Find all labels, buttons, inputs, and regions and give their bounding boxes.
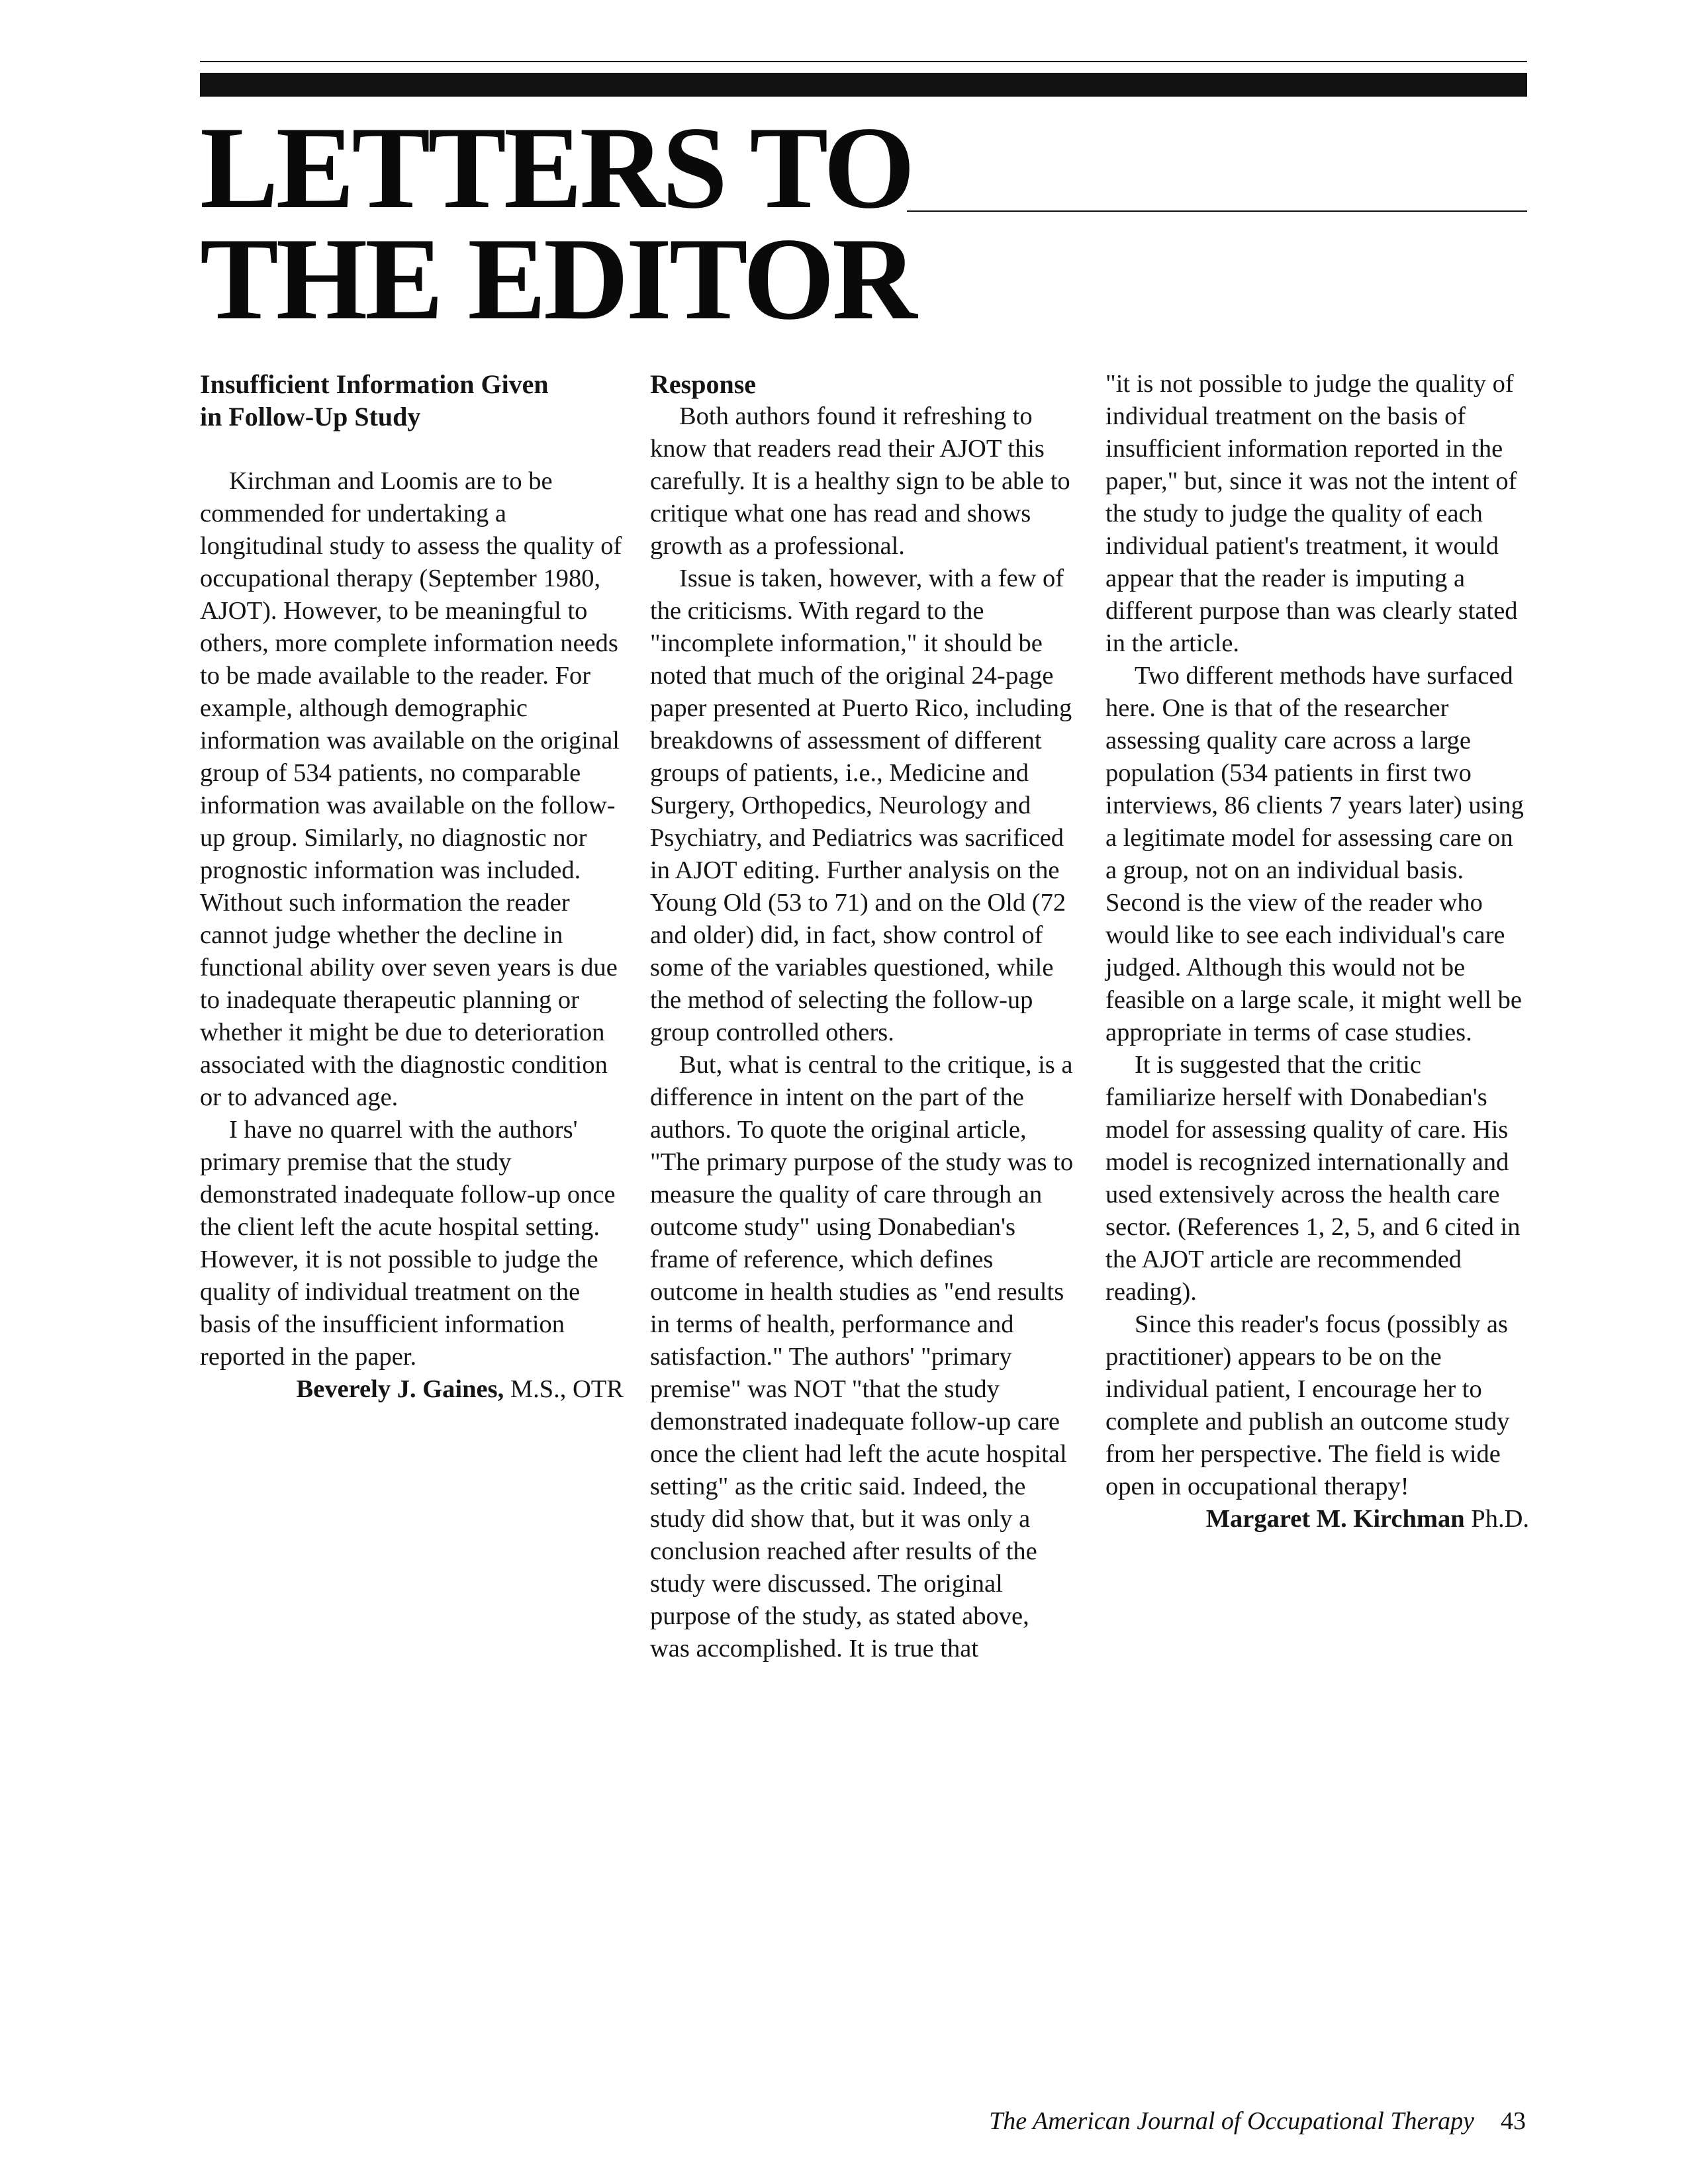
letter-signature-credentials: M.S., OTR: [510, 1375, 624, 1403]
letter-heading-line-2: in Follow-Up Study: [200, 402, 421, 432]
letter-paragraph-2: I have no quarrel with the authors' primary premise that the study demonstrated inadequate follow-up once the client left the acute hospital setting. However, it is not possible to judge the quality of individual treatment on the basis of the insufficient information reported in the paper.: [200, 1116, 616, 1371]
response-column-1: [650, 368, 1074, 1665]
letter-column: [200, 368, 624, 1406]
letter-signature: [200, 1373, 624, 1406]
response-paragraph-3: But, what is central to the critique, is a difference in intent on the part of the authors. To quote the original article, "The primary purpose of the study was to measure the quality of care through an outcome study" using Donabedian's frame of reference, which defines outcome in health studies as "end results in terms of health, performance and satisfaction." The authors' "primary premise" was NOT "that the study demonstrated inadequate follow-up care once the client had left the acute hospital setting" as the critic said. Indeed, the study did show that, but it was only a conclusion reached after results of the study were discussed. The original purpose of the study, as stated above, was accomplished. It is true that: [650, 1051, 1074, 1662]
response-column-2: [1105, 368, 1529, 1535]
letter-paragraph-1: Kirchman and Loomis are to be commended for undertaking a longitudinal study to assess the quality of occupational therapy (September 1980, AJOT). However, to be meaningful to others, more complete information needs to be made available to the reader. For example, although demographic information was available on the original group of 534 patients, no comparable information was available on the follow-up group. Similarly, no diagnostic nor prognostic information was included. Without such information the reader cannot judge whether the decline in functional ability over seven years is due to inadequate therapeutic planning or whether it might be due to deterioration associated with the diagnostic condition or to advanced age.: [200, 467, 622, 1111]
page-footer: [794, 2105, 1526, 2138]
top-thin-rule: [200, 61, 1527, 62]
top-thick-rule: [200, 73, 1527, 97]
response-paragraph-6: It is suggested that the critic familiarize herself with Donabedian's model for assessing quality of care. His model is recognized internationally and used extensively across the health care sector. (References 1, 2, 5, and 6 cited in the AJOT article are recommended reading).: [1105, 1051, 1521, 1306]
response-paragraph-2: Issue is taken, however, with a few of the criticisms. With regard to the "incomplete information," it should be noted that much of the original 24-page paper presented at Puerto Rico, including breakdowns of assessment of different groups of patients, i.e., Medicine and Surgery, Orthopedics, Neurology and Psychiatry, and Pediatrics was sacrificed in AJOT editing. Further analysis on the Young Old (53 to 71) and on the Old (72 and older) did, in fact, show control of some of the variables questioned, while the method of selecting the follow-up group controlled others.: [650, 565, 1072, 1046]
response-paragraph-5: Two different methods have surfaced here. One is that of the researcher assessing quality care across a large population (534 patients in first two interviews, 86 clients 7 years later) using a legitimate model for assessing care on a group, not on an individual basis. Second is the view of the reader who would like to see each individual's care judged. Although this would not be feasible on a large scale, it might well be appropriate in terms of case studies.: [1105, 662, 1524, 1046]
letter-signature-name: Beverely J. Gaines,: [296, 1375, 504, 1403]
page-number: 43: [1501, 2107, 1526, 2135]
response-heading: Response: [650, 369, 757, 399]
response-signature-name: Margaret M. Kirchman: [1205, 1505, 1465, 1533]
journal-name: The American Journal of Occupational Therapy: [989, 2107, 1474, 2135]
response-signature-credentials: Ph.D.: [1471, 1505, 1529, 1533]
letter-heading-line-1: Insufficient Information Given: [200, 369, 549, 399]
response-signature: [1105, 1503, 1529, 1535]
response-paragraph-7: Since this reader's focus (possibly as practitioner) appears to be on the individual patient, I encourage her to complete and publish an outcome study from her perspective. The field is wide open in occupational therapy!: [1105, 1310, 1510, 1500]
page-title-line-2: THE EDITOR: [200, 213, 915, 344]
response-paragraph-1: Both authors found it refreshing to know that readers read their AJOT this carefully. It is a healthy sign to be able to critique what one has read and shows growth as a professional.: [650, 402, 1070, 560]
page-title-line-1: LETTERS TO: [200, 102, 913, 233]
response-paragraph-4: "it is not possible to judge the quality of individual treatment on the basis of insufficient information reported in the paper," but, since it was not the intent of the study to judge the quality of each individual patient's treatment, it would appear that the reader is imputing a different purpose than was clearly stated in the article.: [1105, 370, 1518, 657]
mid-thin-rule: [907, 210, 1527, 212]
